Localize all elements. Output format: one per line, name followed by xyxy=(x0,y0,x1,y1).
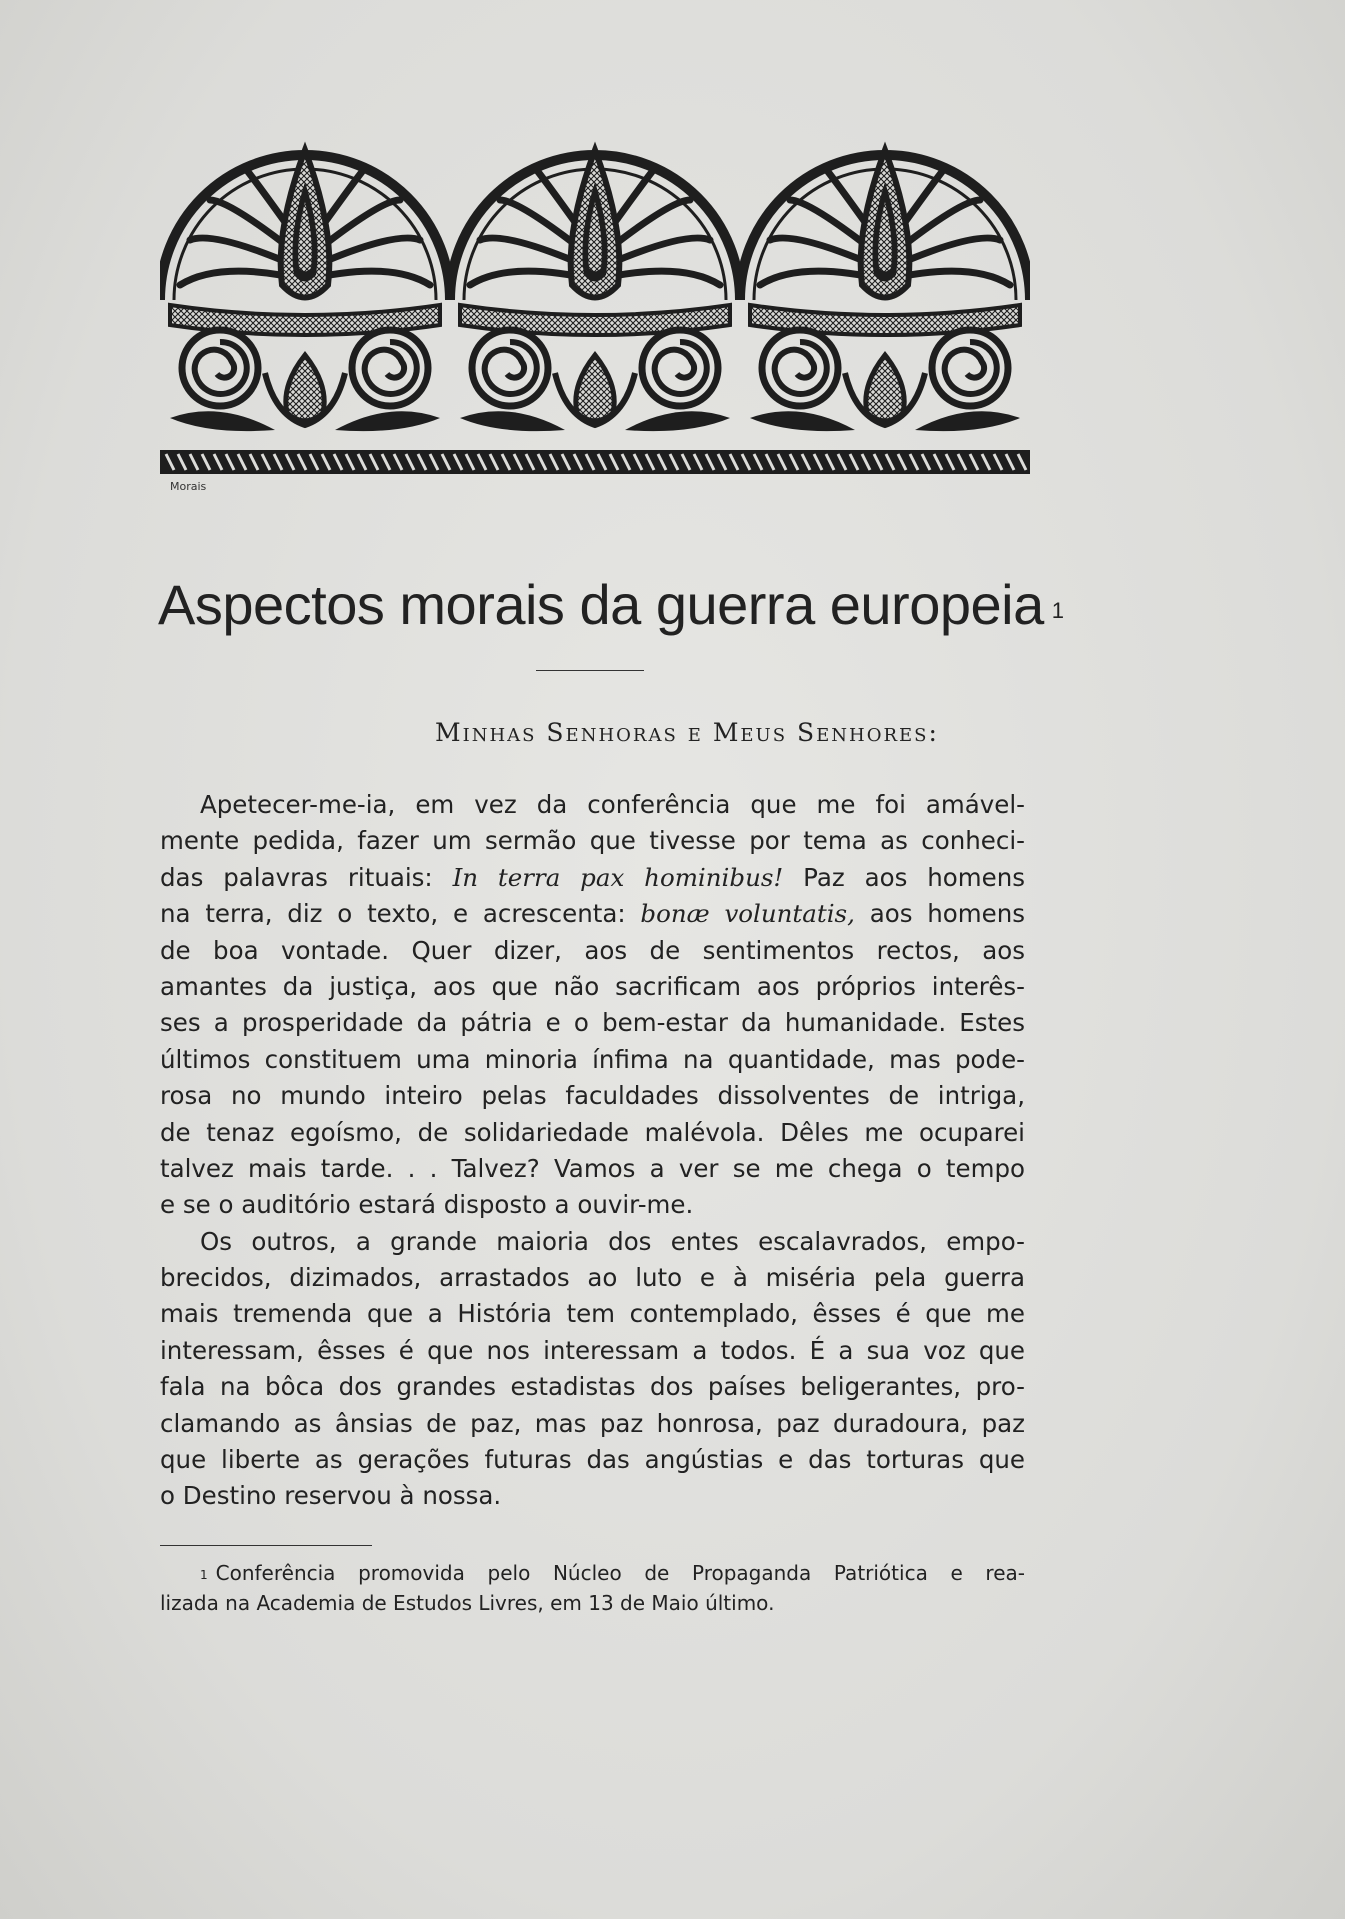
paragraph-2-line-3: mais tremenda que a História tem contemplado, êsses é que me xyxy=(160,1299,1025,1329)
line-text: na terra, diz o texto, e acrescenta: xyxy=(160,899,641,929)
paragraph-2-line-8: o Destino reservou à nossa. xyxy=(160,1481,502,1511)
paragraph-1-line-5: de boa vontade. Quer dizer, aos de sentimentos rectos, aos xyxy=(160,935,1025,965)
paragraph-1-line-4 xyxy=(160,896,1025,932)
title-footnote-mark: 1 xyxy=(1051,598,1064,623)
paragraph-1-line-2: mente pedida, fazer um sermão que tivesse por tema as conheci- xyxy=(160,826,1025,856)
line-text: das palavras rituais: xyxy=(160,862,453,892)
page-title xyxy=(158,570,1064,640)
paragraph-1-line-9: rosa no mundo inteiro pelas faculdades dissolventes de intriga, xyxy=(160,1081,1025,1111)
paragraph-1-line-12: e se o auditório estará disposto a ouvir-me. xyxy=(160,1190,694,1220)
palmette-frieze-ornament xyxy=(160,110,1030,500)
ornament-signature: Morais xyxy=(170,480,207,493)
footnote-divider xyxy=(160,1545,372,1546)
paragraph-2-line-6: clamando as ânsias de paz, mas paz honrosa, paz duradoura, paz xyxy=(160,1408,1025,1438)
paragraph-1-line-7: ses a prosperidade da pátria e o bem-estar da humanidade. Estes xyxy=(160,1008,1025,1038)
paragraph-1-line-10: de tenaz egoísmo, de solidariedade malévola. Dêles me ocuparei xyxy=(160,1117,1025,1147)
body-text xyxy=(160,787,1025,1515)
line-text: Paz aos homens xyxy=(783,862,1025,892)
latin-quote: In terra pax hominibus! xyxy=(452,862,784,892)
paragraph-2-line-2: brecidos, dizimados, arrastados ao luto e à miséria pela guerra xyxy=(160,1263,1025,1293)
footnote xyxy=(160,1558,1025,1618)
footnote-line-2: lizada na Academia de Estudos Livres, em 13 de Maio último. xyxy=(160,1591,775,1615)
salutation: Minhas Senhoras e Meus Senhores: xyxy=(435,718,939,747)
page-title-text: Aspectos morais da guerra europeia xyxy=(158,573,1044,636)
paragraph-2-line-1: Os outros, a grande maioria dos entes escalavrados, empo- xyxy=(200,1226,1025,1256)
title-divider xyxy=(536,670,644,671)
paragraph-1-line-6: amantes da justiça, aos que não sacrificam aos próprios interês- xyxy=(160,971,1025,1001)
line-text: aos homens xyxy=(854,899,1026,929)
footnote-mark: 1 xyxy=(200,1568,208,1582)
latin-quote: bonæ voluntatis, xyxy=(640,899,855,929)
footnote-text: Conferência promovida pelo Núcleo de Propaganda Patriótica e rea- xyxy=(215,1561,1025,1585)
paragraph-1-line-11: talvez mais tarde. . . Talvez? Vamos a ver se me chega o tempo xyxy=(160,1153,1025,1183)
paragraph-2-line-7: que liberte as gerações futuras das angústias e das torturas que xyxy=(160,1445,1025,1475)
paragraph-2-line-4: interessam, êsses é que nos interessam a todos. É a sua voz que xyxy=(160,1335,1025,1365)
paragraph-1-line-3 xyxy=(160,860,1025,896)
paragraph-1-line-8: últimos constituem uma minoria ínfima na quantidade, mas pode- xyxy=(160,1044,1025,1074)
paragraph-1-line-1: Apetecer-me-ia, em vez da conferência que me foi amável- xyxy=(200,790,1025,819)
footnote-line-1 xyxy=(160,1558,1025,1588)
paragraph-2-line-5: fala na bôca dos grandes estadistas dos países beligerantes, pro- xyxy=(160,1372,1025,1402)
